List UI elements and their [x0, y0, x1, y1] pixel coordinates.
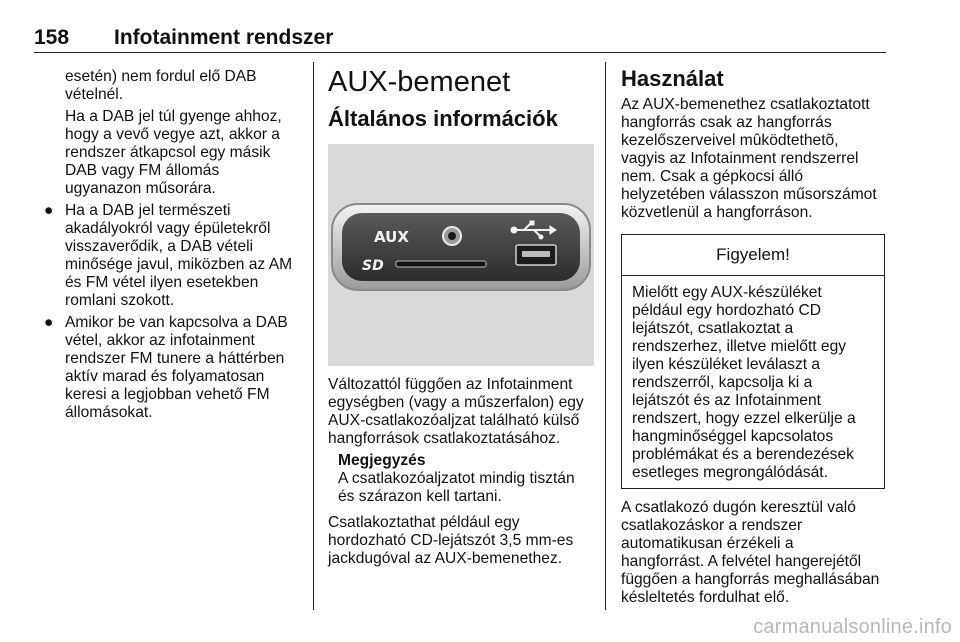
warning-text: Mielőtt egy AUX-készüléket például egy hordozható CD lejátszót, csatlakoztat a rendszerhez, illetve mielőtt egy ilyen készüléket leválaszt a rendszerről, kapcsolja ki a lejátszót és az Infotainment rendszert, hogy ezzel elkerülje a hangminőséggel kapcsolatos problémákat és a berendezések esetleges megrongálódását. [632, 284, 856, 481]
left-column [34, 68, 306, 426]
sd-label: SD [362, 258, 384, 274]
usage-paragraph: Az AUX-bemenethez csatlakoztatott hangforrás csak az hangforrás kezelőszerveivel mûködtethetõ, vagyis az Infotainment rendszerrel nem. Csak a gépkocsi álló helyzetében válasszon műsorszámot közvetlenül a hangforráson. [621, 96, 877, 221]
section-subtitle: Általános információk [328, 106, 558, 131]
column-divider-2 [605, 62, 606, 610]
aux-label: AUX [374, 228, 409, 246]
aux-panel-photo [328, 144, 594, 366]
column-divider-1 [313, 62, 314, 610]
section-title: AUX-bemenet [328, 66, 511, 98]
bullet-text: Ha a DAB jel természeti akadályokról vagy épületekről visszaverődik, a DAB vételi minősége javul, miközben az AM és FM vétel ilyen esetekben romlani szokott. [65, 202, 293, 309]
page-header [34, 26, 886, 53]
bullet-icon: ● [44, 202, 54, 219]
bullet-icon: ● [44, 314, 54, 331]
note-title: Megjegyzés [338, 452, 426, 469]
aux-panel-illustration [328, 144, 594, 366]
warning-title: Figyelem! [622, 235, 884, 276]
list-item [34, 314, 306, 422]
note-block [328, 452, 600, 506]
detection-paragraph: A csatlakozó dugón keresztül való csatlakozáskor a rendszer automatikusan érzékeli a hangforrást. A felvétel hangerejétől függően a hangforrás meghallásában késleltetés fordulhat elő. [621, 499, 880, 606]
sd-slot [396, 261, 486, 267]
usage-title: Használat [621, 66, 724, 91]
note-text: A csatlakozóaljzatot mindig tisztán és szárazon kell tartani. [338, 470, 575, 505]
continued-paragraph: esetén) nem fordul elő DAB vételnél. [65, 68, 257, 103]
chapter-title: Infotainment rendszer [114, 26, 334, 49]
middle-column [328, 68, 600, 572]
right-column [621, 68, 893, 611]
weak-signal-paragraph: Ha a DAB jel túl gyenge ahhoz, hogy a vevő vegye azt, akkor a rendszer átkapcsol egy másik DAB vagy FM állomás ugyanazon műsorára. [65, 108, 282, 197]
watermark: carmanualsonline.info [753, 616, 952, 638]
aux-connect-paragraph: Csatlakoztathat például egy hordozható CD-lejátszót 3,5 mm-es jackdugóval az AUX-bemenethez. [328, 514, 574, 567]
page-number: 158 [34, 26, 70, 49]
warning-box [621, 234, 885, 489]
aux-intro-paragraph: Változattól függően az Infotainment egységben (vagy a műszerfalon) egy AUX-csatlakozóaljzat található külső hangforrások csatlakoztatásához. [328, 376, 584, 447]
list-item [34, 202, 306, 310]
bullet-text: Amikor be van kapcsolva a DAB vétel, akkor az infotainment rendszer FM tunere a háttérben aktív marad és folyamatosan keresi a legjobban vehető FM állomásokat. [65, 314, 288, 421]
